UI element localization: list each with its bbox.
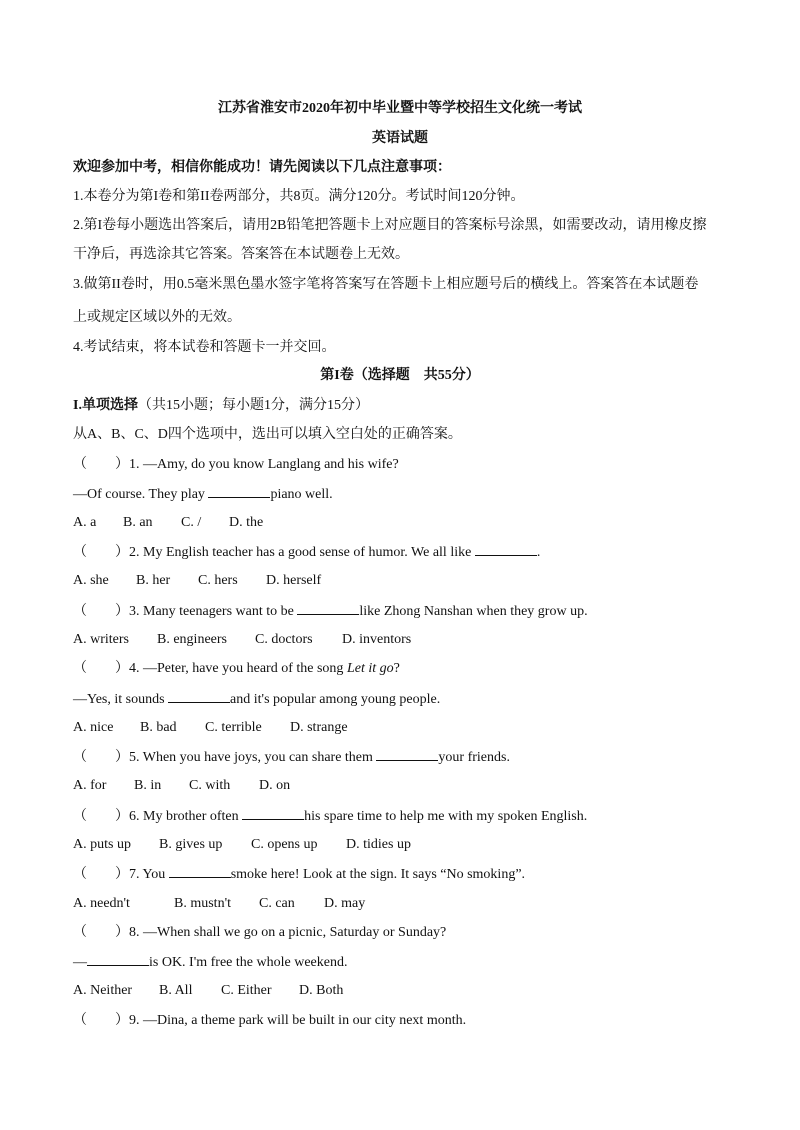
part-title: 第I卷（选择题 共55分） — [320, 368, 480, 383]
option: A. Neither — [73, 983, 133, 998]
answer-parentheses: （ ） — [73, 661, 129, 676]
option: C. can — [259, 896, 295, 911]
answer-parentheses: （ ） — [73, 925, 129, 940]
option: D. the — [229, 515, 264, 530]
option: A. for — [73, 778, 107, 793]
option: D. on — [259, 778, 291, 793]
answer-parentheses: （ ） — [73, 604, 129, 619]
question-stem: （ ）3. Many teenagers want to be like Zhong Nanshan when they grow up. — [73, 601, 740, 622]
option: C. / — [181, 515, 202, 530]
option: C. terrible — [205, 720, 262, 735]
question-options — [73, 630, 740, 650]
option: B. engineers — [157, 632, 227, 647]
question-response: —Yes, it sounds and it's popular among young people. — [73, 689, 740, 710]
answer-parentheses: （ ） — [73, 1013, 129, 1028]
question-options — [73, 776, 740, 796]
option: C. hers — [198, 573, 238, 588]
answer-parentheses: （ ） — [73, 809, 129, 824]
notice-item: 干净后，再选涂其它答案。答案答在本试题卷上无效。 — [73, 247, 409, 262]
section-instruction: 从A、B、C、D四个选项中，选出可以填入空白处的正确答案。 — [73, 427, 462, 442]
exam-subtitle: 英语试题 — [372, 131, 428, 146]
question-stem: （ ）8. —When shall we go on a picnic, Saturday or Sunday? — [73, 923, 740, 943]
answer-blank — [169, 864, 231, 878]
question-options — [73, 894, 740, 914]
answer-blank — [87, 952, 149, 966]
option: D. herself — [266, 573, 322, 588]
section-header — [73, 396, 740, 416]
song-title: Let it go — [346, 661, 394, 676]
question-options — [73, 835, 740, 855]
question-options — [73, 513, 740, 533]
question-stem: （ ）9. —Dina, a theme park will be built in our city next month. — [73, 1011, 740, 1031]
option: C. with — [189, 778, 231, 793]
question-stem: （ ）6. My brother often his spare time to help me with my spoken English. — [73, 806, 740, 827]
question-stem: （ ）4. —Peter, have you heard of the song Let it go? — [73, 659, 740, 679]
question-response: —Of course. They play piano well. — [73, 484, 740, 505]
option: C. Either — [221, 983, 272, 998]
question-options — [73, 718, 740, 738]
section-title: I.单项选择 — [73, 398, 138, 413]
option: B. gives up — [159, 837, 223, 852]
option: A. she — [73, 573, 109, 588]
option: D. Both — [299, 983, 344, 998]
answer-parentheses: （ ） — [73, 457, 129, 472]
answer-parentheses: （ ） — [73, 545, 129, 560]
question-options — [73, 571, 740, 591]
option: A. writers — [73, 632, 129, 647]
section-note: （共15小题；每小题1分，满分15分） — [137, 398, 369, 413]
question-stem: （ ）2. My English teacher has a good sense of humor. We all like . — [73, 542, 740, 563]
answer-blank — [376, 747, 438, 761]
question-response: — is OK. I'm free the whole weekend. — [73, 952, 740, 973]
option: D. strange — [290, 720, 348, 735]
exam-title: 江苏省淮安市2020年初中毕业暨中等学校招生文化统一考试 — [218, 101, 582, 116]
option: A. needn't — [73, 896, 130, 911]
option: D. tidies up — [346, 837, 411, 852]
option: C. opens up — [251, 837, 318, 852]
option: B. an — [123, 515, 153, 530]
question-stem: （ ）7. You smoke here! Look at the sign. It says “No smoking”. — [73, 864, 740, 885]
question-options — [73, 981, 740, 1001]
option: B. All — [159, 983, 193, 998]
notice-item: 1.本卷分为第I卷和第II卷两部分，共8页。满分120分。考试时间120分钟。 — [73, 189, 525, 204]
notice-item: 4.考试结束，将本试卷和答题卡一并交回。 — [73, 340, 336, 355]
notice-item: 2.第I卷每小题选出答案后，请用2B铅笔把答题卡上对应题目的答案标号涂黑，如需要改动，请用橡皮擦 — [73, 218, 707, 233]
option: A. a — [73, 515, 97, 530]
option: C. doctors — [255, 632, 313, 647]
option: A. puts up — [73, 837, 131, 852]
answer-blank — [168, 689, 230, 703]
option: D. may — [324, 896, 366, 911]
option: B. mustn't — [174, 896, 231, 911]
notice-heading: 欢迎参加中考，相信你能成功！请先阅读以下几点注意事项： — [73, 160, 451, 175]
answer-parentheses: （ ） — [73, 750, 129, 765]
answer-blank — [242, 806, 304, 820]
option: B. in — [134, 778, 162, 793]
answer-blank — [297, 601, 359, 615]
answer-parentheses: （ ） — [73, 867, 129, 882]
option: B. her — [136, 573, 171, 588]
question-stem: （ ）1. —Amy, do you know Langlang and his wife? — [73, 455, 740, 475]
answer-blank — [475, 542, 537, 556]
notice-item: 上或规定区域以外的无效。 — [73, 310, 241, 325]
option: A. nice — [73, 720, 114, 735]
question-stem: （ ）5. When you have joys, you can share them your friends. — [73, 747, 740, 768]
notice-item: 3.做第II卷时，用0.5毫米黑色墨水签字笔将答案写在答题卡上相应题号后的横线上。答案答在本试题卷 — [73, 277, 699, 292]
option: D. inventors — [342, 632, 412, 647]
option: B. bad — [140, 720, 177, 735]
answer-blank — [208, 484, 270, 498]
